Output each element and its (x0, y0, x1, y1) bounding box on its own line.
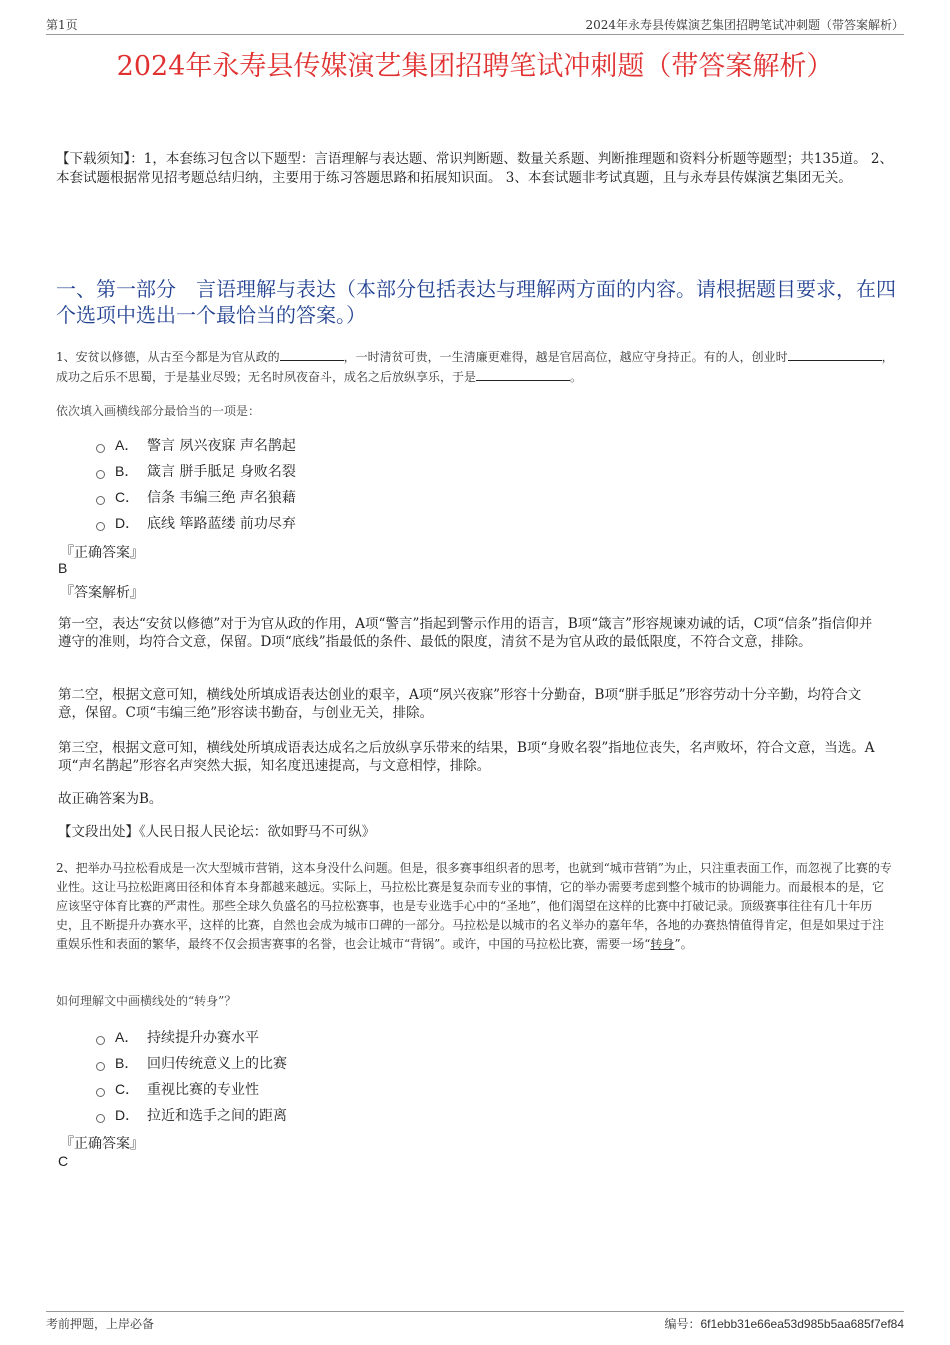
analysis-conclusion: 故正确答案为B。 (58, 791, 163, 807)
analysis-paragraph-3: 第三空，根据文意可知，横线处所填成语表达成名之后放纵享乐带来的结果，B项“身败名裂”指地位丧失，名声败坏，符合文意，当选。A项“声名鹊起”形容名声突然大振，知名度迅速提高，与文意相悖，排除。 (58, 740, 875, 774)
radio-button[interactable] (96, 522, 105, 531)
radio-button[interactable] (96, 444, 105, 453)
document-title: 2024年永寿县传媒演艺集团招聘笔试冲刺题（带答案解析） (116, 51, 834, 82)
radio-button[interactable] (96, 1036, 105, 1045)
download-notice: 【下载须知】：1，本套练习包含以下题型：言语理解与表达题、常识判断题、数量关系题、判断推理题和资料分析题等题型；共135道。 2、本套试题根据常见招考题总结归纳，主要用于练习答题思路和拓展知识面。 3、本套试题非考试真题，且与永寿县传媒演艺集团无关。 (56, 151, 893, 186)
question-2-options (96, 1024, 596, 1128)
option-c[interactable]: C． 重视比赛的专业性 (96, 1076, 596, 1102)
source-citation: 【文段出处】《人民日报人民论坛：欲如野马不可纵》 (58, 824, 376, 840)
radio-button[interactable] (96, 1114, 105, 1123)
question-2-prompt: 如何理解文中画横线处的“转身”？ (56, 994, 237, 1008)
page-footer (46, 1311, 904, 1332)
analysis-paragraph-2: 第二空，根据文意可知，横线处所填成语表达创业的艰辛，A项“夙兴夜寐”形容十分勤奋，B项“胼手胝足”形容劳动十分辛勤，均符合文意，保留。C项“韦编三绝”形容读书勤奋，与创业无关，排除。 (58, 687, 862, 721)
option-c[interactable]: C． 信条 韦编三绝 声名狼藉 (96, 484, 596, 510)
radio-button[interactable] (96, 470, 105, 479)
correct-answer: C (58, 1153, 69, 1169)
section-heading: 一、第一部分 言语理解与表达（本部分包括表达与理解两方面的内容。请根据题目要求，在四个选项中选出一个最恰当的答案。） (56, 277, 896, 327)
option-b[interactable]: B． 回归传统意义上的比赛 (96, 1050, 596, 1076)
page-number: 第1页 (46, 18, 78, 32)
radio-button[interactable] (96, 496, 105, 505)
answer-blank (280, 347, 344, 361)
document-code: 编号：6f1ebb31e66ea53d985b5aa685f7ef84 (664, 1317, 904, 1331)
analysis-label: 『答案解析』 (60, 585, 144, 601)
answer-blank (788, 347, 882, 361)
option-d[interactable]: D． 拉近和选手之间的距离 (96, 1102, 596, 1128)
answer-blank (476, 367, 570, 381)
correct-answer: B (58, 560, 68, 576)
radio-button[interactable] (96, 1088, 105, 1097)
question-1-prompt: 依次填入画横线部分最恰当的一项是： (56, 404, 261, 418)
question-1-stem: 1、安贫以修德，从古至今都是为官从政的 ，一时清贫可贵，一生清廉更难得，越是官居高位，越应守身持正。有的人，创业时 ，成功之后乐不思蜀，于是基业尽毁；无名时夙夜奋斗，成名之后放纵享乐，于是 。 (56, 347, 896, 387)
option-b[interactable]: B． 箴言 胼手胝足 身败名裂 (96, 458, 596, 484)
option-a[interactable]: A． 警言 夙兴夜寐 声名鹊起 (96, 432, 596, 458)
correct-answer-label: 『正确答案』 (60, 545, 144, 561)
analysis-paragraph-1: 第一空，表达“安贫以修德”对于为官从政的作用，A项“警言”指起到警示作用的语言，B项“箴言”形容规谏劝诫的话，C项“信条”指信仰并遵守的准则，均符合文意，保留。D项“底线”指最低的条件、最低的限度，清贫不是为官从政的最低限度，不符合文意，排除。 (58, 616, 873, 650)
underlined-phrase: 转身 (650, 937, 675, 951)
option-d[interactable]: D． 底线 筚路蓝缕 前功尽弃 (96, 510, 596, 536)
question-2-stem: 2、把举办马拉松看成是一次大型城市营销，这本身没什么问题。但是，很多赛事组织者的思考，也就到“城市营销”为止，只注重表面工作，而忽视了比赛的专业性。这让马拉松距离田径和体育本身都越来越远。实际上，马拉松比赛是复杂而专业的事情，它的举办需要考虑到整个城市的协调能力。而最根本的是，它应该坚守体育比赛的严肃性。那些全球久负盛名的马拉松赛事，也是专业选手心中的“圣地”，他们渴望在这样的比赛中打破记录。顶级赛事往往有几十年历史，且不断提升办赛水平，这样的比赛，自然也会成为城市口碑的一部分。马拉松是以城市的名义举办的嘉年华，各地的办赛热情值得肯定，但是如果过于注重娱乐性和表面的繁华，最终不仅会损害赛事的名誉，也会让城市“背锅”。或许，中国的马拉松比赛，需要一场“转身”。 (56, 861, 892, 951)
question-1-options (96, 432, 596, 536)
radio-button[interactable] (96, 1062, 105, 1071)
header-doc-title: 2024年永寿县传媒演艺集团招聘笔试冲刺题（带答案解析） (585, 18, 904, 32)
correct-answer-label: 『正确答案』 (60, 1136, 144, 1152)
option-a[interactable]: A． 持续提升办赛水平 (96, 1024, 596, 1050)
footer-slogan: 考前押题，上岸必备 (46, 1317, 155, 1331)
page-header (46, 14, 904, 35)
